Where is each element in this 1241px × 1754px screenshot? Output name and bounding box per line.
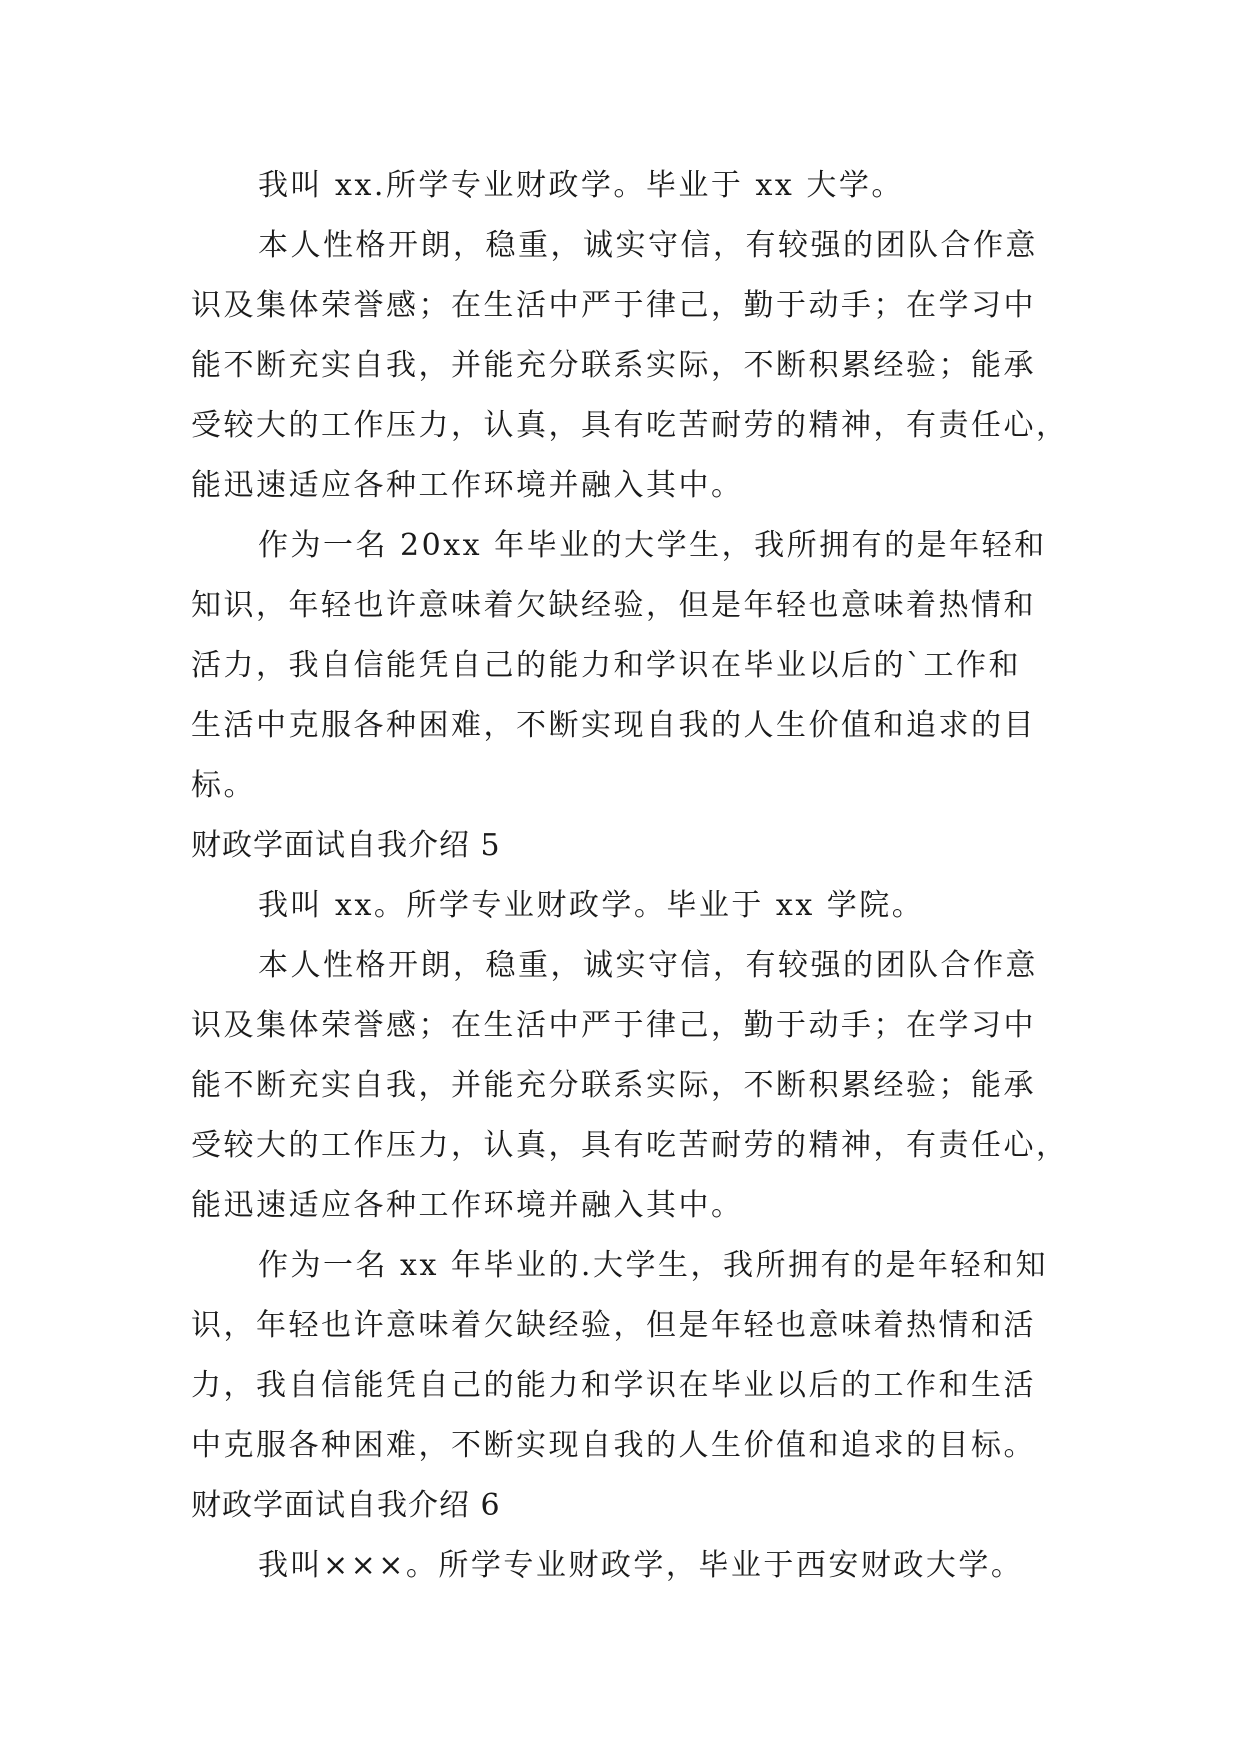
paragraph-line: 能迅速适应各种工作环境并融入其中。 [191, 1188, 744, 1223]
paragraph-line: 能迅速适应各种工作环境并融入其中。 [191, 468, 744, 503]
paragraph-line: 本人性格开朗，稳重，诚实守信，有较强的团队合作意 [258, 948, 1038, 983]
paragraph-line: 我叫×××。所学专业财政学，毕业于西安财政大学。 [258, 1548, 1024, 1583]
paragraph-line: 受较大的工作压力，认真，具有吃苦耐劳的精神，有责任心， [191, 1128, 1069, 1163]
paragraph-line: 中克服各种困难，不断实现自我的人生价值和追求的目标。 [191, 1428, 1036, 1463]
paragraph-line: 生活中克服各种困难，不断实现自我的人生价值和追求的目 [191, 708, 1036, 743]
paragraph-line: 知识，年轻也许意味着欠缺经验，但是年轻也意味着热情和 [191, 588, 1036, 623]
paragraph-line: 受较大的工作压力，认真，具有吃苦耐劳的精神，有责任心， [191, 408, 1069, 443]
paragraph-line: 能不断充实自我，并能充分联系实际，不断积累经验；能承 [191, 348, 1036, 383]
paragraph-line: 能不断充实自我，并能充分联系实际，不断积累经验；能承 [191, 1068, 1036, 1103]
paragraph-line: 识及集体荣誉感；在生活中严于律己，勤于动手；在学习中 [191, 288, 1036, 323]
paragraph-line: 力，我自信能凭自己的能力和学识在毕业以后的工作和生活 [191, 1368, 1036, 1403]
paragraph-line: 标。 [191, 768, 256, 803]
paragraph-line: 我叫 xx。所学专业财政学。毕业于 xx 学院。 [258, 888, 925, 923]
section-heading: 财政学面试自我介绍 6 [191, 1488, 501, 1523]
paragraph-line: 活力，我自信能凭自己的能力和学识在毕业以后的`工作和 [191, 648, 1021, 683]
paragraph-line: 本人性格开朗，稳重，诚实守信，有较强的团队合作意 [258, 228, 1038, 263]
paragraph-line: 识及集体荣誉感；在生活中严于律己，勤于动手；在学习中 [191, 1008, 1036, 1043]
paragraph-line: 作为一名 20xx 年毕业的大学生，我所拥有的是年轻和 [258, 528, 1047, 563]
paragraph-line: 作为一名 xx 年毕业的.大学生，我所拥有的是年轻和知 [258, 1248, 1048, 1283]
paragraph-line: 我叫 xx.所学专业财政学。毕业于 xx 大学。 [258, 168, 904, 203]
section-heading: 财政学面试自我介绍 5 [191, 828, 501, 863]
paragraph-line: 识，年轻也许意味着欠缺经验，但是年轻也意味着热情和活 [191, 1308, 1036, 1343]
